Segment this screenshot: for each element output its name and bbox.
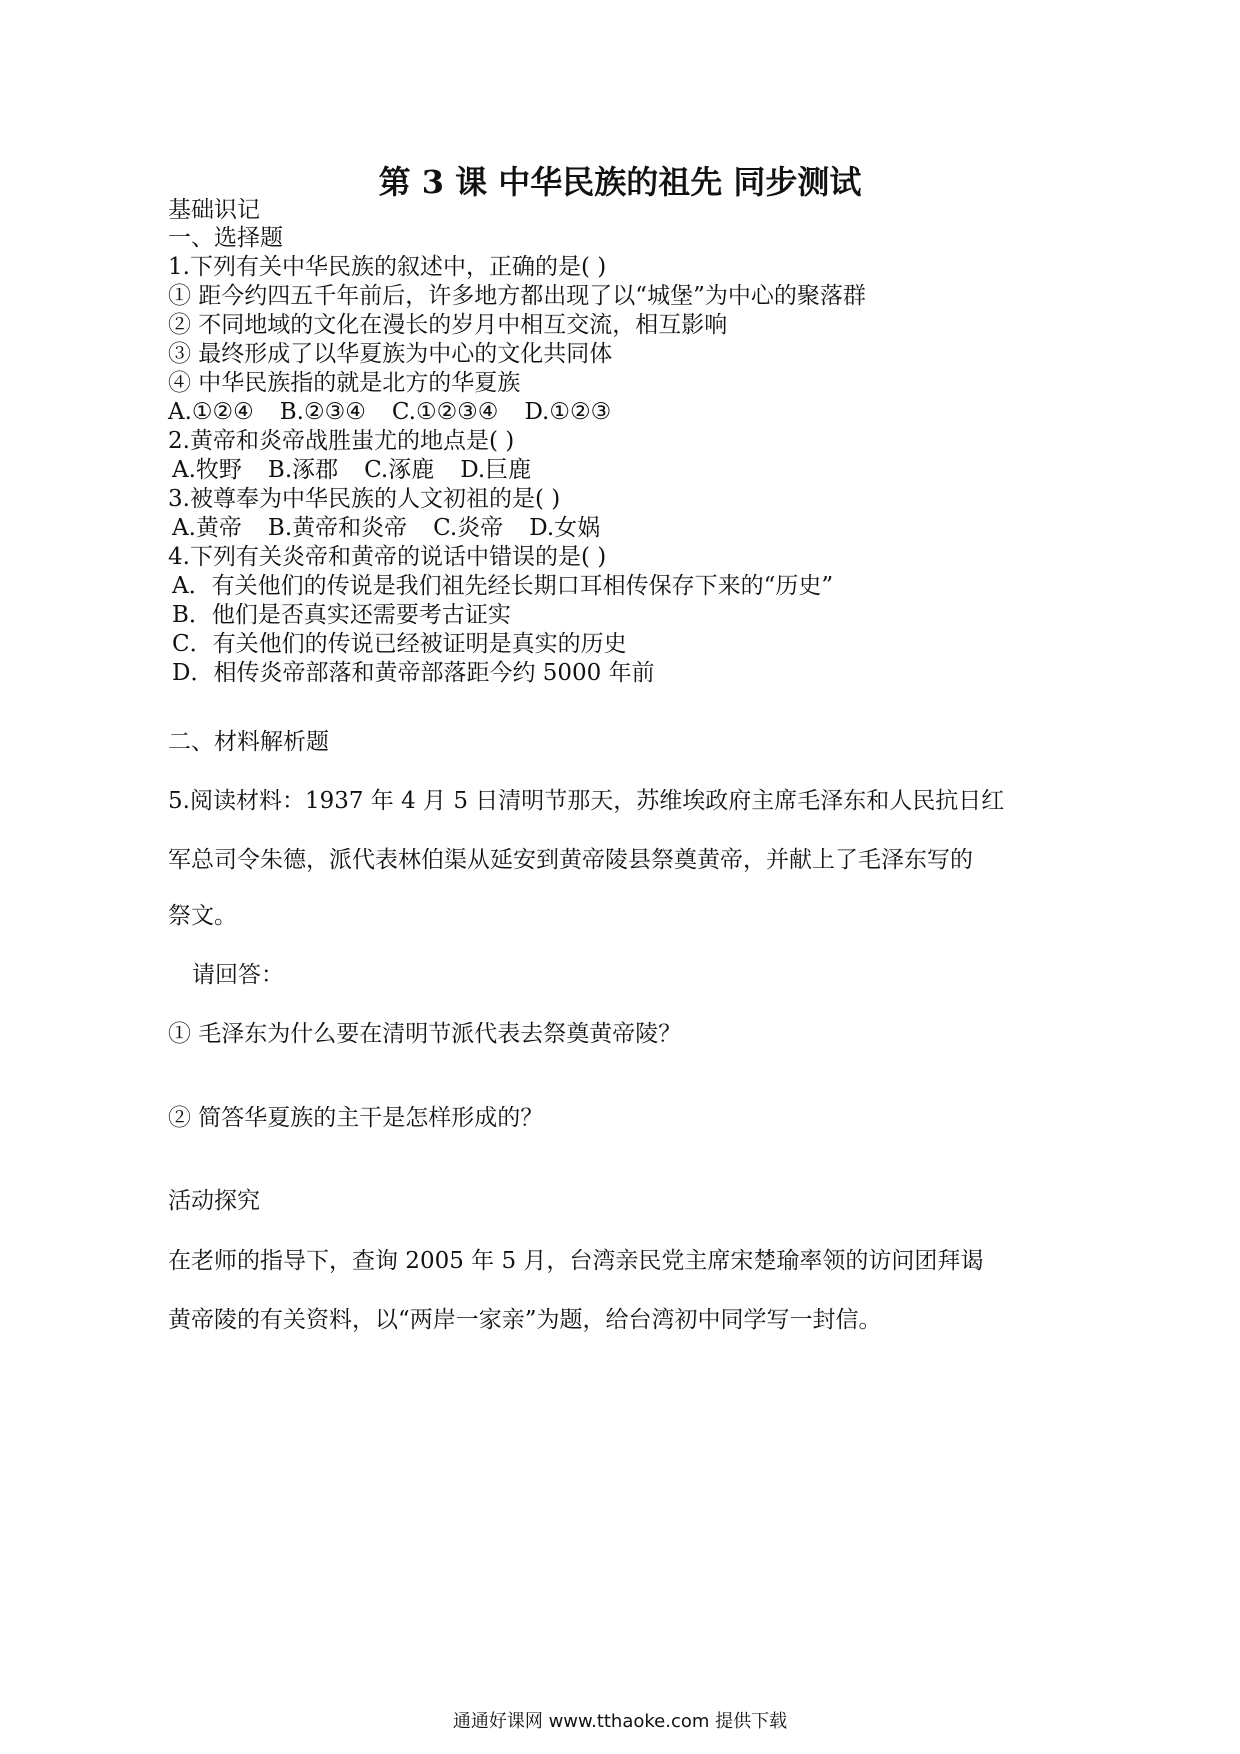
q4-stem: 4.下列有关炎帝和黄帝的说话中错误的是( ) [168, 544, 607, 570]
q4-option: D．相传炎帝部落和黄帝部落距今约 5000 年前 [172, 660, 655, 686]
q1-option: D.①②③ [524, 399, 612, 425]
q4-option: A．有关他们的传说是我们祖先经长期口耳相传保存下来的“历史” [172, 573, 834, 599]
q5-subquestion: ① 毛泽东为什么要在清明节派代表去祭奠黄帝陵？ [168, 1021, 682, 1047]
part1-heading: 一、选择题 [168, 225, 283, 251]
q3-options [172, 513, 626, 543]
page-footer: 通通好课网 www.tthaoke.com 提供下载 [452, 1711, 788, 1732]
q4-option: C．有关他们的传说已经被证明是真实的历史 [172, 631, 627, 657]
q1-item: ② 不同地域的文化在漫长的岁月中相互交流，相互影响 [168, 312, 728, 338]
q3-option: C.炎帝 [433, 515, 504, 541]
q2-option: C.涿鹿 [364, 457, 435, 483]
q1-option: A.①②④ [168, 399, 254, 425]
q1-item: ④ 中华民族指的就是北方的华夏族 [168, 370, 521, 396]
q1-stem: 1.下列有关中华民族的叙述中，正确的是( ) [168, 254, 607, 280]
q2-option: A.牧野 [172, 457, 242, 483]
activity-heading: 活动探究 [168, 1188, 260, 1214]
part2-heading: 二、材料解析题 [168, 729, 329, 755]
q1-item: ① 距今约四五千年前后，许多地方都出现了以“城堡”为中心的聚落群 [168, 283, 866, 309]
q3-option: A.黄帝 [172, 515, 242, 541]
q5-subquestion: ② 简答华夏族的主干是怎样形成的？ [168, 1105, 544, 1131]
activity-line: 黄帝陵的有关资料，以“两岸一家亲”为题，给台湾初中同学写一封信。 [168, 1307, 882, 1333]
q1-item: ③ 最终形成了以华夏族为中心的文化共同体 [168, 341, 613, 367]
page-title: 第 3 课 中华民族的祖先 同步测试 [378, 163, 862, 201]
q2-option: D.巨鹿 [460, 457, 532, 483]
section-basic-heading: 基础识记 [168, 197, 260, 223]
q4-option: B．他们是否真实还需要考古证实 [172, 602, 511, 628]
activity-line: 在老师的指导下，查询 2005 年 5 月，台湾亲民党主席宋楚瑜率领的访问团拜谒 [168, 1248, 984, 1274]
q3-option: D.女娲 [529, 515, 601, 541]
q2-stem: 2.黄帝和炎帝战胜蚩尤的地点是( ) [168, 428, 515, 454]
q1-option: C.①②③④ [391, 399, 499, 425]
q5-prompt: 请回答： [192, 962, 284, 988]
q1-options [168, 397, 637, 427]
q5-material-line: 军总司令朱德，派代表林伯渠从延安到黄帝陵县祭奠黄帝，并献上了毛泽东写的 [168, 847, 973, 873]
q5-material-line: 5.阅读材料：1937 年 4 月 5 日清明节那天，苏维埃政府主席毛泽东和人民抗日红 [168, 788, 1005, 814]
q3-option: B.黄帝和炎帝 [267, 515, 408, 541]
q5-material-line: 祭文。 [168, 903, 237, 929]
q2-options [172, 455, 557, 485]
q1-option: B.②③④ [279, 399, 366, 425]
q2-option: B.涿郡 [267, 457, 339, 483]
q3-stem: 3.被尊奉为中华民族的人文初祖的是( ) [168, 486, 561, 512]
